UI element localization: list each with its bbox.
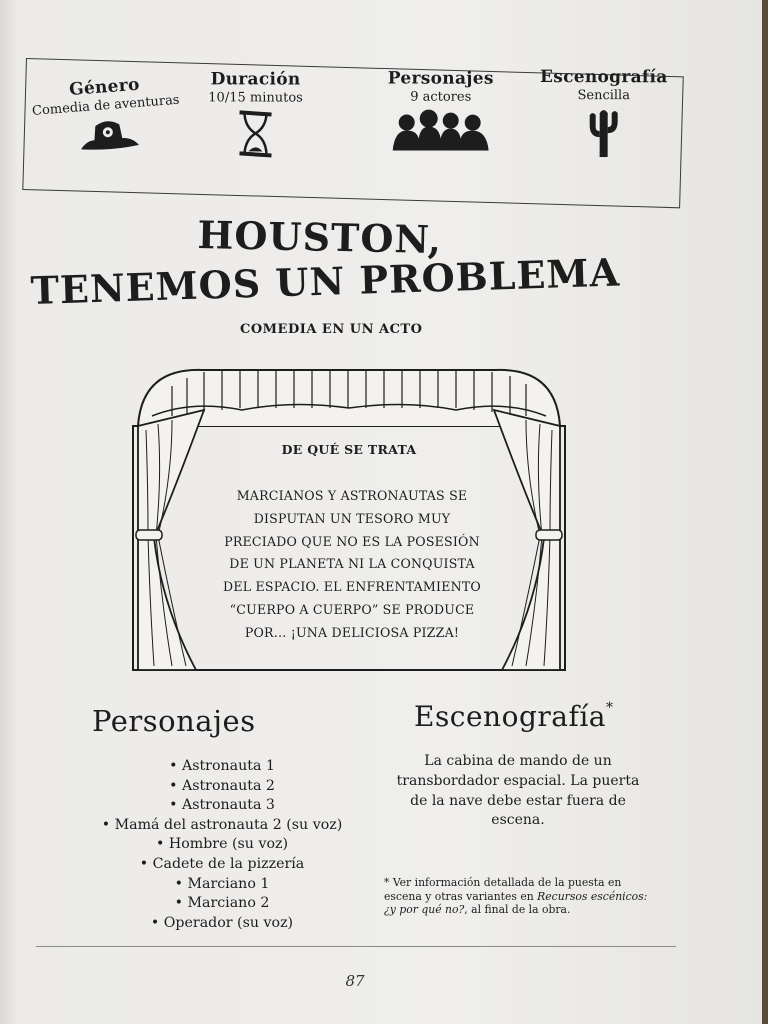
genero-title: Género (68, 74, 141, 101)
synopsis-line: PRECIADO QUE NO ES LA POSESIÓN (224, 533, 480, 549)
footnote-star: * (605, 700, 614, 716)
personajes-title: Personajes (387, 68, 494, 89)
footer-rule (36, 946, 676, 947)
set-line: transbordador espacial. La puerta (396, 772, 640, 789)
set-heading (414, 700, 613, 733)
duracion-sub: 10/15 minutos (208, 90, 303, 106)
set-footnote (384, 876, 674, 917)
synopsis-line: MARCIANOS Y ASTRONAUTAS SE (236, 488, 468, 503)
footnote-italic: ¿y por qué no? (384, 903, 465, 917)
footnote-line-2 (384, 890, 674, 904)
list-item: • Astronauta 2 (40, 777, 404, 797)
genero-sub: Comedia de aventuras (31, 92, 181, 119)
list-item: • Astronauta 3 (40, 796, 404, 816)
hat-icon (75, 115, 141, 154)
list-item: • Hombre (su voz) (40, 835, 404, 855)
list-item: • Cadete de la pizzería (40, 855, 404, 875)
escenografia-block (534, 67, 674, 157)
footnote-line-3 (384, 903, 674, 917)
book-edge (762, 0, 768, 1024)
synopsis-line: DISPUTAN UN TESORO MUY (253, 510, 451, 526)
synopsis-line: “CUERPO A CUERPO” SE PRODUCE (229, 601, 475, 617)
cactus-icon (586, 107, 622, 157)
list-item: • Operador (su voz) (40, 914, 404, 934)
escenografia-title: Escenografía (539, 67, 668, 88)
genero-block (29, 72, 184, 157)
footnote-line-1: * Ver información detallada de la puesta en (384, 876, 622, 889)
page-title-line-2: TENEMOS UN PROBLEMA (30, 249, 621, 313)
set-line: escena. (491, 812, 545, 829)
characters-list (40, 757, 404, 933)
personajes-block (376, 68, 506, 150)
info-box (22, 58, 683, 208)
synopsis-line: DE UN PLANETA NI LA CONQUISTA (229, 556, 475, 572)
synopsis-heading: DE QUÉ SE TRATA (281, 442, 417, 457)
page-title-line-1: HOUSTON, (197, 212, 443, 263)
escenografia-sub: Sencilla (577, 88, 630, 104)
hourglass-icon (235, 109, 275, 157)
footnote-text: , al final de la obra. (464, 903, 571, 917)
set-description (388, 752, 648, 831)
set-line: La cabina de mando de un (424, 753, 612, 769)
set-heading-text: Escenografía (414, 700, 606, 733)
duracion-title: Duración (210, 69, 301, 90)
synopsis-line: POR… ¡UNA DELICIOSA PIZZA! (244, 624, 460, 640)
duracion-block (195, 69, 315, 157)
characters-heading: Personajes (92, 704, 256, 738)
synopsis-line: DEL ESPACIO. EL ENFRENTAMIENTO (223, 579, 481, 595)
list-item: • Astronauta 1 (40, 757, 404, 777)
footnote-italic: Recursos escénicos: (537, 889, 648, 903)
page-number: 87 (345, 972, 365, 990)
list-item: • Marciano 1 (40, 875, 404, 895)
personajes-sub: 9 actores (410, 89, 472, 105)
footnote-text: escena y otras variantes en (384, 889, 538, 903)
list-item: • Mamá del astronauta 2 (su voz) (40, 816, 404, 836)
page-subtitle: COMEDIA EN UN ACTO (240, 322, 423, 337)
list-item: • Marciano 2 (40, 894, 404, 914)
stage-frame (132, 366, 566, 678)
synopsis-text (202, 485, 502, 645)
people-icon (393, 109, 489, 151)
set-line: de la nave debe estar fuera de (410, 792, 626, 809)
